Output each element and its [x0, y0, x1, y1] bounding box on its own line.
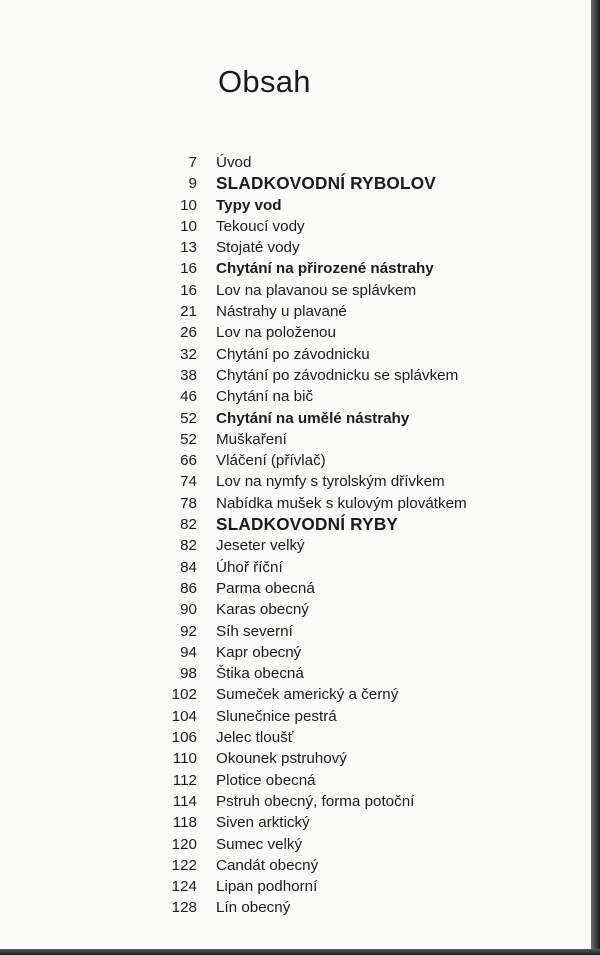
toc-entry — [140, 834, 580, 855]
toc-entry — [140, 258, 580, 279]
toc-entry — [140, 684, 580, 705]
toc-entry-title: Sumeček americký a černý — [216, 686, 399, 704]
toc-entry — [140, 195, 580, 216]
toc-entry-title: Plotice obecná — [216, 771, 316, 789]
toc-entry-title: Karas obecný — [216, 601, 309, 619]
toc-entry — [140, 855, 580, 876]
toc-entry — [140, 429, 580, 450]
toc-page-number: 66 — [180, 452, 197, 470]
toc-entry — [140, 173, 580, 194]
toc-page-number: 26 — [180, 324, 197, 342]
toc-entry — [140, 450, 580, 471]
toc-entry — [140, 152, 580, 173]
toc-page-number: 52 — [180, 409, 197, 427]
toc-entry — [140, 344, 580, 365]
page-title: Obsah — [218, 64, 311, 99]
toc-page-number: 16 — [180, 281, 197, 299]
toc-page-number: 118 — [172, 814, 197, 832]
toc-entry-title: SLADKOVODNÍ RYBOLOV — [216, 173, 436, 194]
toc-page-number: 82 — [180, 537, 197, 555]
toc-page-number: 90 — [180, 601, 197, 619]
toc-entry-title: Jelec tloušť — [216, 729, 294, 747]
toc-page-number: 84 — [180, 558, 197, 576]
toc-entry — [140, 770, 580, 791]
toc-page-number: 38 — [180, 366, 197, 384]
toc-entry — [140, 599, 580, 620]
toc-entry-title: Nabídka mušek s kulovým plovátkem — [216, 494, 467, 512]
toc-page-number: 13 — [180, 239, 197, 257]
toc-entry — [140, 322, 580, 343]
toc-entry-title: SLADKOVODNÍ RYBY — [216, 514, 399, 535]
toc-entry-title: Okounek pstruhový — [216, 750, 347, 768]
toc-entry-title: Pstruh obecný, forma potoční — [216, 792, 415, 810]
toc-entry — [140, 493, 580, 514]
toc-page-number: 112 — [172, 771, 197, 789]
toc-page-number: 92 — [180, 622, 197, 640]
toc-page-number: 106 — [171, 729, 197, 747]
toc-page-number: 32 — [180, 345, 197, 363]
toc-page-number: 7 — [188, 154, 197, 171]
toc-entry-title: Muškaření — [216, 430, 287, 448]
toc-page-number: 114 — [172, 792, 197, 810]
toc-entry — [140, 876, 580, 897]
toc-entry-title: Candát obecný — [216, 856, 319, 874]
toc-entry — [140, 578, 580, 599]
toc-entry-title: Chytání na umělé nástrahy — [216, 409, 410, 427]
toc-page-number: 46 — [180, 388, 197, 406]
toc-entry-title: Siven arktický — [216, 814, 310, 832]
toc-entry-title: Vláčení (přívlač) — [216, 452, 326, 470]
toc-entry — [140, 663, 580, 684]
toc-entry-title: Stojaté vody — [216, 239, 300, 257]
toc-page-number: 120 — [171, 835, 197, 853]
toc-entry-title: Lín obecný — [216, 899, 291, 917]
page-edge-shadow-right — [591, 0, 600, 955]
toc-entry — [140, 471, 580, 492]
toc-entry — [140, 365, 580, 386]
toc-entry — [140, 791, 580, 812]
toc-page-number: 82 — [180, 516, 197, 534]
toc-entry — [140, 557, 580, 578]
toc-entry-title: Nástrahy u plavané — [216, 303, 347, 321]
toc-page-number: 16 — [180, 260, 197, 278]
toc-entry-title: Chytání po závodnicku se splávkem — [216, 366, 459, 384]
toc-entry — [140, 727, 580, 748]
toc-page-number: 122 — [171, 856, 197, 874]
toc-entry-title: Parma obecná — [216, 579, 315, 597]
toc-entry — [140, 408, 580, 429]
toc-page-number: 21 — [180, 303, 197, 321]
toc-entry — [140, 216, 580, 237]
toc-entry-title: Chytání na bič — [216, 388, 314, 406]
toc-entry-title: Lipan podhorní — [216, 878, 318, 896]
toc-page-number: 10 — [180, 217, 197, 235]
toc-page-number: 110 — [172, 750, 197, 768]
toc-entry-title: Štika obecná — [216, 665, 304, 683]
table-of-contents — [140, 152, 580, 919]
toc-entry — [140, 812, 580, 833]
toc-entry-title: Chytání na přirozené nástrahy — [216, 260, 434, 278]
toc-page-number: 86 — [180, 579, 197, 597]
toc-entry — [140, 897, 580, 918]
toc-entry-title: Síh severní — [216, 622, 293, 640]
toc-entry-title: Kapr obecný — [216, 643, 302, 661]
toc-page-number: 52 — [180, 430, 197, 448]
toc-entry-title: Jeseter velký — [216, 537, 305, 555]
toc-entry-title: Lov na položenou — [216, 324, 336, 342]
toc-page-number: 94 — [180, 643, 197, 661]
toc-entry-title: Úvod — [216, 154, 252, 171]
toc-page-number: 102 — [171, 686, 197, 704]
toc-entry — [140, 535, 580, 556]
toc-page-number: 74 — [180, 473, 197, 491]
toc-entry-title: Tekoucí vody — [216, 217, 305, 235]
toc-entry-title: Sumec velký — [216, 835, 303, 853]
toc-page-number: 128 — [171, 899, 197, 917]
toc-entry — [140, 642, 580, 663]
toc-page-number: 104 — [171, 707, 197, 725]
toc-page-number: 78 — [180, 494, 197, 512]
toc-entry-title: Typy vod — [216, 196, 282, 214]
toc-entry — [140, 237, 580, 258]
toc-entry-title: Slunečnice pestrá — [216, 707, 337, 725]
toc-entry-title: Lov na nymfy s tyrolským dřívkem — [216, 473, 445, 491]
toc-entry — [140, 301, 580, 322]
toc-entry — [140, 748, 580, 769]
toc-entry-title: Chytání po závodnicku — [216, 345, 370, 363]
toc-entry — [140, 386, 580, 407]
toc-entry — [140, 514, 580, 535]
toc-entry-title: Lov na plavanou se splávkem — [216, 281, 417, 299]
toc-entry-title: Úhoř říční — [216, 558, 283, 576]
toc-entry — [140, 706, 580, 727]
toc-page-number: 124 — [171, 878, 197, 896]
toc-page-number: 98 — [180, 665, 197, 683]
toc-page-number: 9 — [188, 175, 197, 193]
toc-entry — [140, 280, 580, 301]
page-edge-shadow-bottom — [0, 949, 600, 955]
toc-entry — [140, 621, 580, 642]
toc-page-number: 10 — [180, 196, 197, 214]
